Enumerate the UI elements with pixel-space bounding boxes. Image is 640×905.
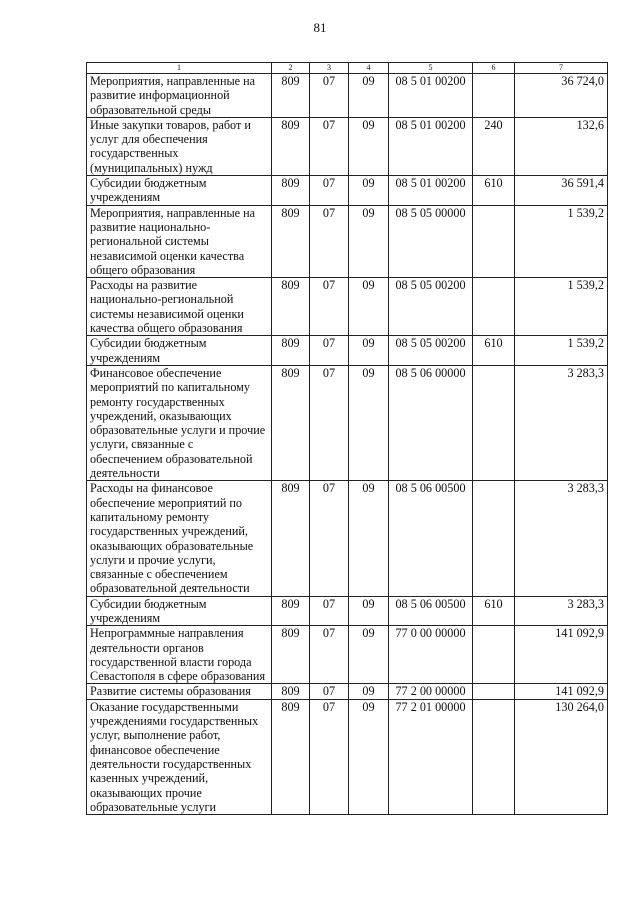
grbs-code-cell: 809	[272, 596, 310, 626]
subsection-code-cell: 09	[349, 205, 389, 277]
grbs-code-cell: 809	[272, 74, 310, 118]
subsection-code-cell: 09	[349, 684, 389, 699]
header-row	[87, 63, 608, 74]
grbs-code-cell: 809	[272, 365, 310, 480]
amount-cell: 3 283,3	[515, 481, 608, 596]
expense-name-cell: Мероприятия, направленные на развитие информационной образовательной среды	[87, 74, 272, 118]
amount-cell: 1 539,2	[515, 278, 608, 336]
section-code-cell: 07	[310, 596, 349, 626]
amount-cell: 36 591,4	[515, 176, 608, 206]
grbs-code-cell: 809	[272, 176, 310, 206]
target-article-cell: 08 5 01 00200	[389, 74, 473, 118]
grbs-code-cell: 809	[272, 336, 310, 366]
section-code-cell: 07	[310, 699, 349, 814]
amount-cell: 141 092,9	[515, 684, 608, 699]
target-article-cell: 08 5 01 00200	[389, 117, 473, 175]
table-row	[87, 365, 608, 480]
table-row	[87, 176, 608, 206]
table-row	[87, 336, 608, 366]
expense-name-cell: Финансовое обеспечение мероприятий по капитальному ремонту государственных учреждений, оказывающих образовательные услуги и прочие услуги, связанные с обеспечением образовательной деятельности	[87, 365, 272, 480]
section-code-cell: 07	[310, 684, 349, 699]
expense-name-cell: Развитие системы образования	[87, 684, 272, 699]
expense-type-cell	[473, 278, 515, 336]
table-row	[87, 74, 608, 118]
expense-name-cell: Непрограммные направления деятельности органов государственной власти города Севастополя в сфере образования	[87, 626, 272, 684]
subsection-code-cell: 09	[349, 481, 389, 596]
grbs-code-cell: 809	[272, 684, 310, 699]
subsection-code-cell: 09	[349, 74, 389, 118]
expense-name-cell: Расходы на развитие национально-региональной системы независимой оценки качества общего образования	[87, 278, 272, 336]
section-code-cell: 07	[310, 481, 349, 596]
expense-type-cell	[473, 205, 515, 277]
grbs-code-cell: 809	[272, 626, 310, 684]
page-number: 81	[313, 20, 327, 35]
section-code-cell: 07	[310, 176, 349, 206]
subsection-code-cell: 09	[349, 278, 389, 336]
expense-type-cell: 610	[473, 596, 515, 626]
subsection-code-cell: 09	[349, 176, 389, 206]
subsection-code-cell: 09	[349, 699, 389, 814]
column-header: 7	[515, 63, 608, 74]
expense-type-cell	[473, 481, 515, 596]
table-row	[87, 699, 608, 814]
expense-type-cell: 610	[473, 176, 515, 206]
expense-name-cell: Иные закупки товаров, работ и услуг для обеспечения государственных (муниципальных) нужд	[87, 117, 272, 175]
grbs-code-cell: 809	[272, 205, 310, 277]
section-code-cell: 07	[310, 626, 349, 684]
expense-name-cell: Расходы на финансовое обеспечение мероприятий по капитальному ремонту государственных учреждений, оказывающих образовательные услуги и прочие услуги, связанные с обеспечением образовательной деятельности	[87, 481, 272, 596]
table-row	[87, 117, 608, 175]
expense-name-cell: Субсидии бюджетным учреждениям	[87, 336, 272, 366]
subsection-code-cell: 09	[349, 117, 389, 175]
column-header: 5	[389, 63, 473, 74]
target-article-cell: 77 2 00 00000	[389, 684, 473, 699]
section-code-cell: 07	[310, 278, 349, 336]
section-code-cell: 07	[310, 117, 349, 175]
target-article-cell: 08 5 06 00000	[389, 365, 473, 480]
amount-cell: 1 539,2	[515, 336, 608, 366]
section-code-cell: 07	[310, 205, 349, 277]
grbs-code-cell: 809	[272, 117, 310, 175]
table-row	[87, 596, 608, 626]
amount-cell: 130 264,0	[515, 699, 608, 814]
column-header: 4	[349, 63, 389, 74]
amount-cell: 132,6	[515, 117, 608, 175]
amount-cell: 141 092,9	[515, 626, 608, 684]
target-article-cell: 08 5 06 00500	[389, 481, 473, 596]
grbs-code-cell: 809	[272, 278, 310, 336]
budget-table	[86, 62, 608, 815]
amount-cell: 36 724,0	[515, 74, 608, 118]
table-row	[87, 278, 608, 336]
expense-type-cell: 240	[473, 117, 515, 175]
expense-type-cell	[473, 365, 515, 480]
table-row	[87, 626, 608, 684]
target-article-cell: 77 2 01 00000	[389, 699, 473, 814]
amount-cell: 1 539,2	[515, 205, 608, 277]
expense-type-cell	[473, 684, 515, 699]
subsection-code-cell: 09	[349, 626, 389, 684]
section-code-cell: 07	[310, 336, 349, 366]
target-article-cell: 77 0 00 00000	[389, 626, 473, 684]
section-code-cell: 07	[310, 74, 349, 118]
grbs-code-cell: 809	[272, 699, 310, 814]
column-header: 2	[272, 63, 310, 74]
expense-type-cell: 610	[473, 336, 515, 366]
target-article-cell: 08 5 06 00500	[389, 596, 473, 626]
table-row	[87, 481, 608, 596]
table-row	[87, 684, 608, 699]
expense-name-cell: Субсидии бюджетным учреждениям	[87, 176, 272, 206]
subsection-code-cell: 09	[349, 596, 389, 626]
table-row	[87, 205, 608, 277]
expense-type-cell	[473, 74, 515, 118]
subsection-code-cell: 09	[349, 365, 389, 480]
expense-name-cell: Субсидии бюджетным учреждениям	[87, 596, 272, 626]
column-header: 1	[87, 63, 272, 74]
section-code-cell: 07	[310, 365, 349, 480]
column-header: 3	[310, 63, 349, 74]
amount-cell: 3 283,3	[515, 365, 608, 480]
amount-cell: 3 283,3	[515, 596, 608, 626]
column-header: 6	[473, 63, 515, 74]
target-article-cell: 08 5 01 00200	[389, 176, 473, 206]
expense-name-cell: Оказание государственными учреждениями государственных услуг, выполнение работ, финансовое обеспечение деятельности государственных казенных учреждений, оказывающих прочие образовательные услуги	[87, 699, 272, 814]
subsection-code-cell: 09	[349, 336, 389, 366]
expense-name-cell: Мероприятия, направленные на развитие национально-региональной системы независимой оценки качества общего образования	[87, 205, 272, 277]
grbs-code-cell: 809	[272, 481, 310, 596]
target-article-cell: 08 5 05 00200	[389, 336, 473, 366]
expense-type-cell	[473, 626, 515, 684]
expense-type-cell	[473, 699, 515, 814]
target-article-cell: 08 5 05 00200	[389, 278, 473, 336]
target-article-cell: 08 5 05 00000	[389, 205, 473, 277]
